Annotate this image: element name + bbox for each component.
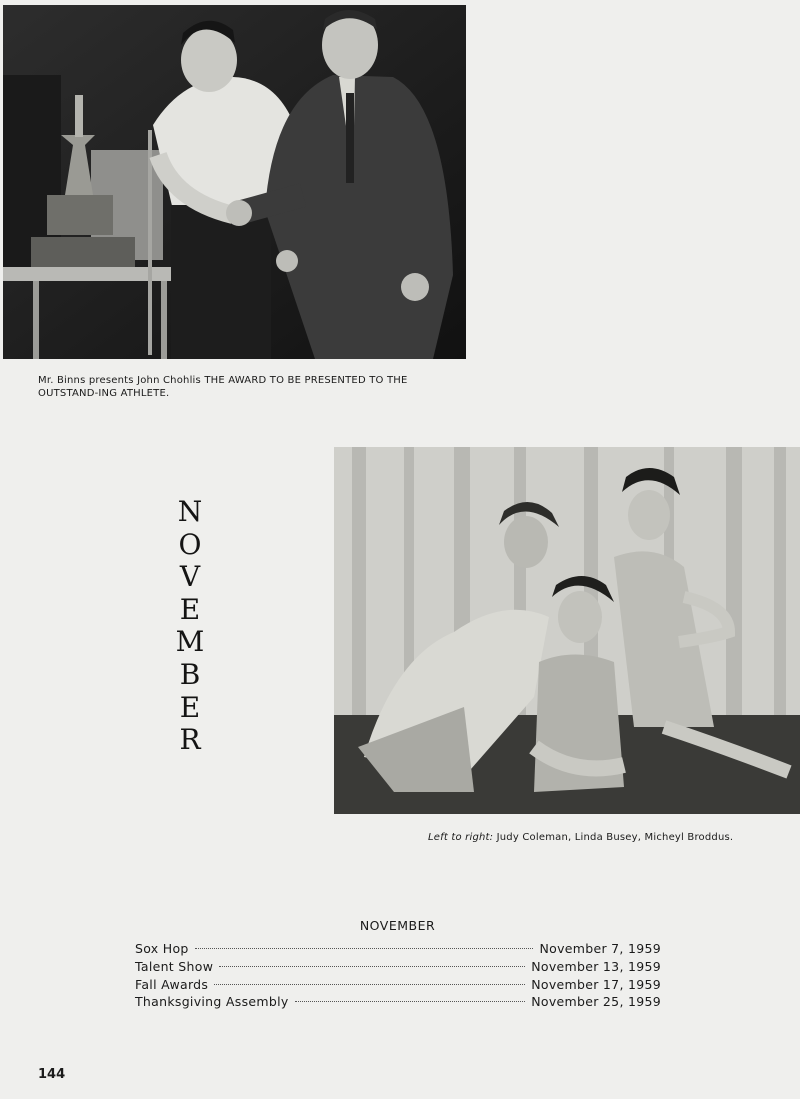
award-photo-caption: Mr. Binns presents John Chohlis THE AWARD TO BE PRESENTED TO THE OUTSTAND-ING ATHLETE. (38, 375, 408, 399)
leader-dots (214, 984, 525, 985)
event-name: Fall Awards (135, 976, 209, 992)
month-letter: V (179, 560, 201, 594)
event-name: Thanksgiving Assembly (135, 994, 289, 1010)
leader-dots (219, 966, 525, 967)
list-item (135, 941, 661, 959)
list-item (135, 977, 661, 995)
page-number: 144 (38, 1067, 66, 1082)
leader-dots (295, 1001, 526, 1002)
event-name: Talent Show (135, 958, 214, 974)
leader-dots (195, 948, 534, 949)
award-presentation-photo (3, 5, 466, 359)
month-letter: E (179, 592, 201, 626)
caption-names: Judy Coleman, Linda Busey, Micheyl Broddus. (496, 832, 734, 843)
month-letter: B (179, 657, 201, 691)
events-list (135, 941, 661, 1012)
list-item (135, 959, 661, 977)
caption-prefix: Left to right: (428, 832, 494, 843)
month-letter: N (177, 495, 203, 528)
events-title: NOVEMBER (359, 918, 436, 933)
month-letter: E (179, 690, 201, 724)
event-name: Sox Hop (135, 941, 189, 956)
event-date: November 7, 1959 (539, 941, 661, 956)
month-vertical-heading (170, 496, 210, 757)
list-item (135, 994, 661, 1012)
month-letter: R (179, 723, 201, 757)
talent-show-photo (334, 447, 800, 814)
event-date: November 13, 1959 (531, 958, 661, 974)
skit-photo-caption (428, 831, 768, 844)
month-letter: O (178, 527, 202, 561)
month-letter: M (175, 625, 205, 659)
event-date: November 25, 1959 (531, 994, 661, 1010)
event-date: November 17, 1959 (531, 976, 661, 992)
